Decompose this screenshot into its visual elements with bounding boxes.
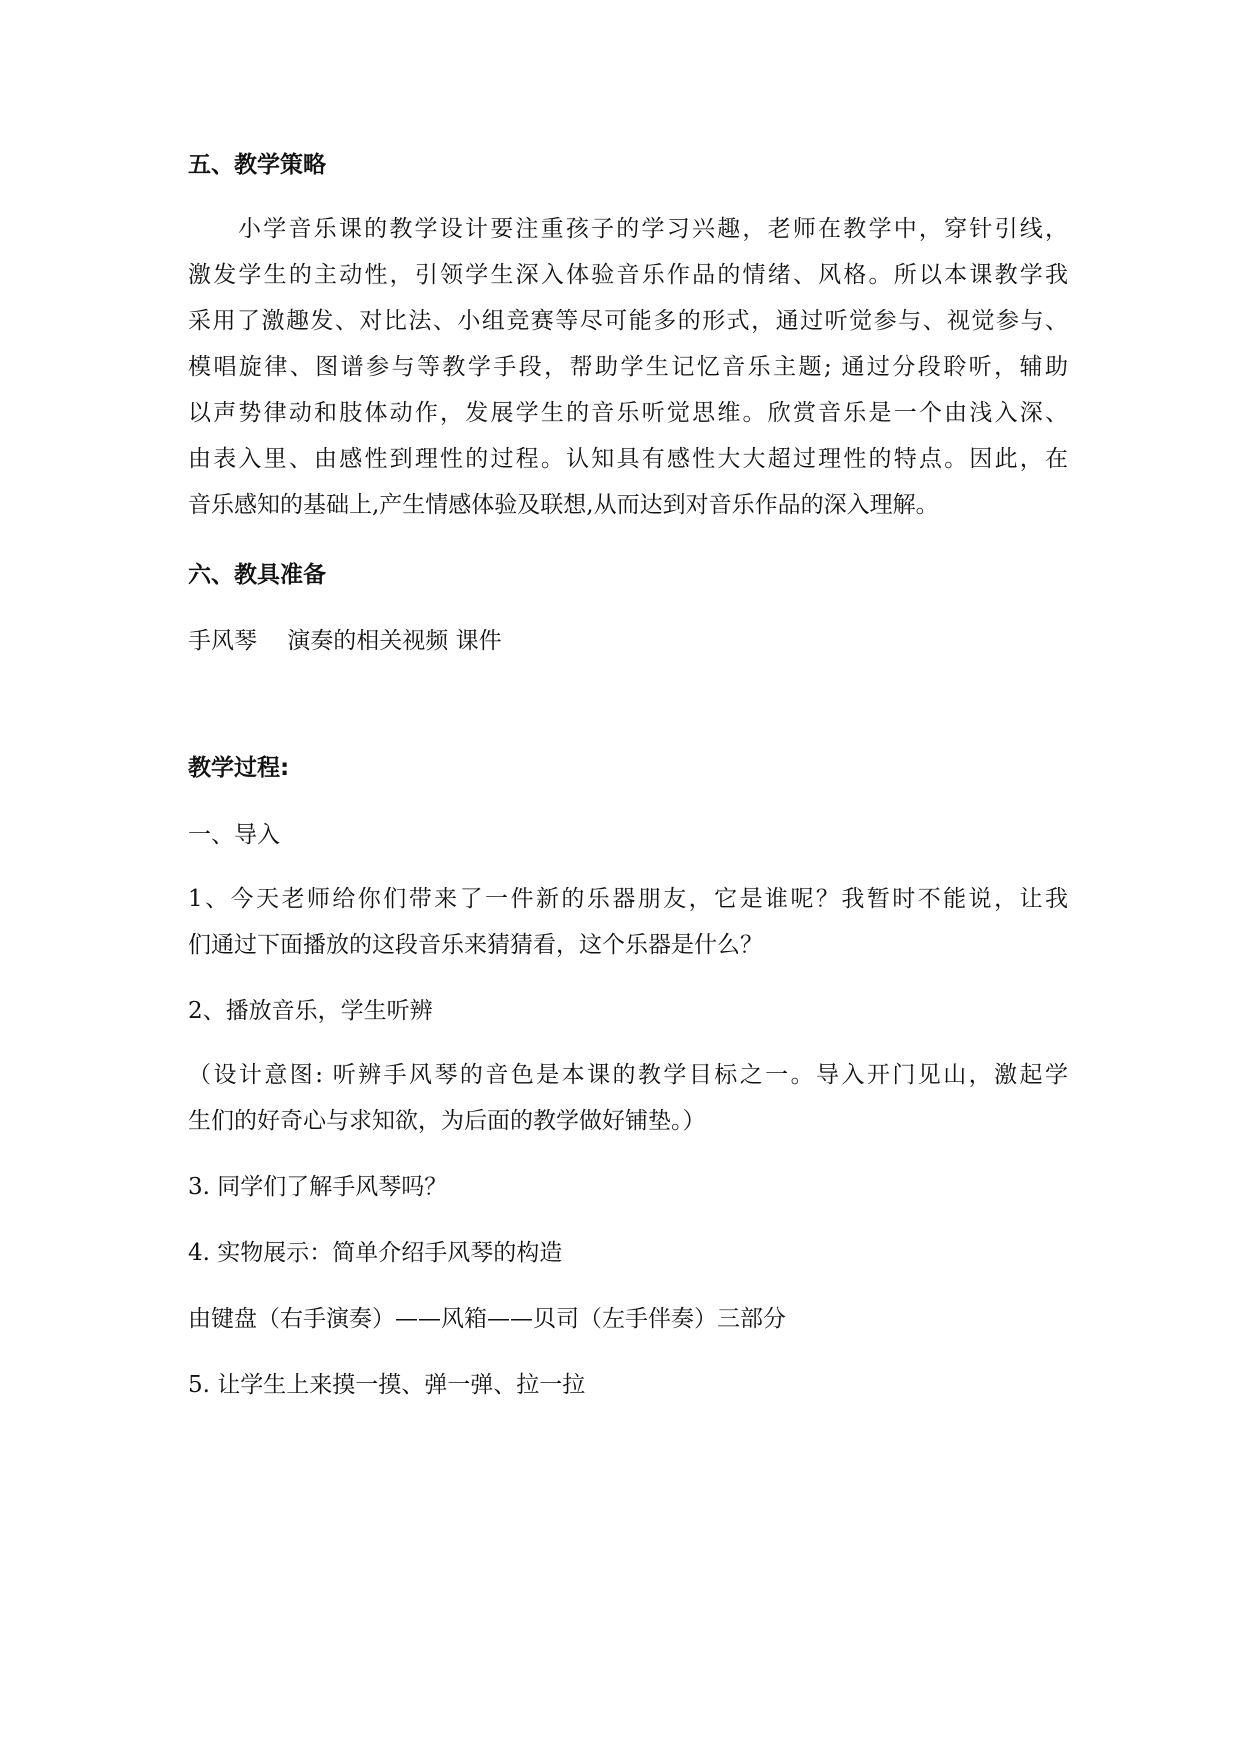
step5: 5. 让学生上来摸一摸、弹一弹、拉一拉 (188, 1372, 586, 1398)
accordion-structure: 由键盘（右手演奏）——风箱——贝司（左手伴奏）三部分 (188, 1306, 786, 1332)
section5-paragraph-line: 激发学生的主动性，引领学生深入体验音乐作品的情绪、风格。所以本课教学我 (188, 262, 1068, 288)
section5-paragraph-line: 采用了激趣发、对比法、小组竞赛等尽可能多的形式，通过听觉参与、视觉参与、 (188, 308, 1068, 334)
section5-heading: 五、教学策略 (188, 152, 326, 178)
section5-paragraph-line: 以声势律动和肢体动作，发展学生的音乐听觉思维。欣赏音乐是一个由浅入深、 (188, 400, 1068, 426)
section5-paragraph-line: 音乐感知的基础上,产生情感体验及联想,从而达到对音乐作品的深入理解。 (188, 492, 939, 518)
step4: 4. 实物展示：简单介绍手风琴的构造 (188, 1240, 563, 1266)
step1-line: 们通过下面播放的这段音乐来猜猜看，这个乐器是什么？ (188, 932, 763, 958)
section6-heading: 六、教具准备 (188, 562, 326, 588)
section5-paragraph-line: 由表入里、由感性到理性的过程。认知具有感性大大超过理性的特点。因此，在 (188, 446, 1068, 472)
process-heading: 教学过程: (188, 755, 290, 781)
section5-paragraph-line: 小学音乐课的教学设计要注重孩子的学习兴趣，老师在教学中，穿针引线， (238, 216, 1068, 242)
section5-paragraph-line: 模唱旋律、图谱参与等教学手段，帮助学生记忆音乐主题; 通过分段聆听，辅助 (188, 354, 1068, 380)
design-intent-line: （设计意图: 听辨手风琴的音色是本课的教学目标之一。导入开门见山，激起学 (188, 1062, 1068, 1088)
part1-title: 一、导入 (188, 822, 280, 848)
section6-items: 手风琴 演奏的相关视频 课件 (188, 628, 502, 654)
design-intent-line: 生们的好奇心与求知欲，为后面的教学做好铺垫。） (188, 1108, 706, 1134)
step2: 2、播放音乐，学生听辨 (188, 998, 433, 1024)
step1-line: 1、今天老师给你们带来了一件新的乐器朋友，它是谁呢？我暂时不能说，让我 (188, 886, 1068, 912)
step3: 3. 同学们了解手风琴吗？ (188, 1174, 448, 1200)
